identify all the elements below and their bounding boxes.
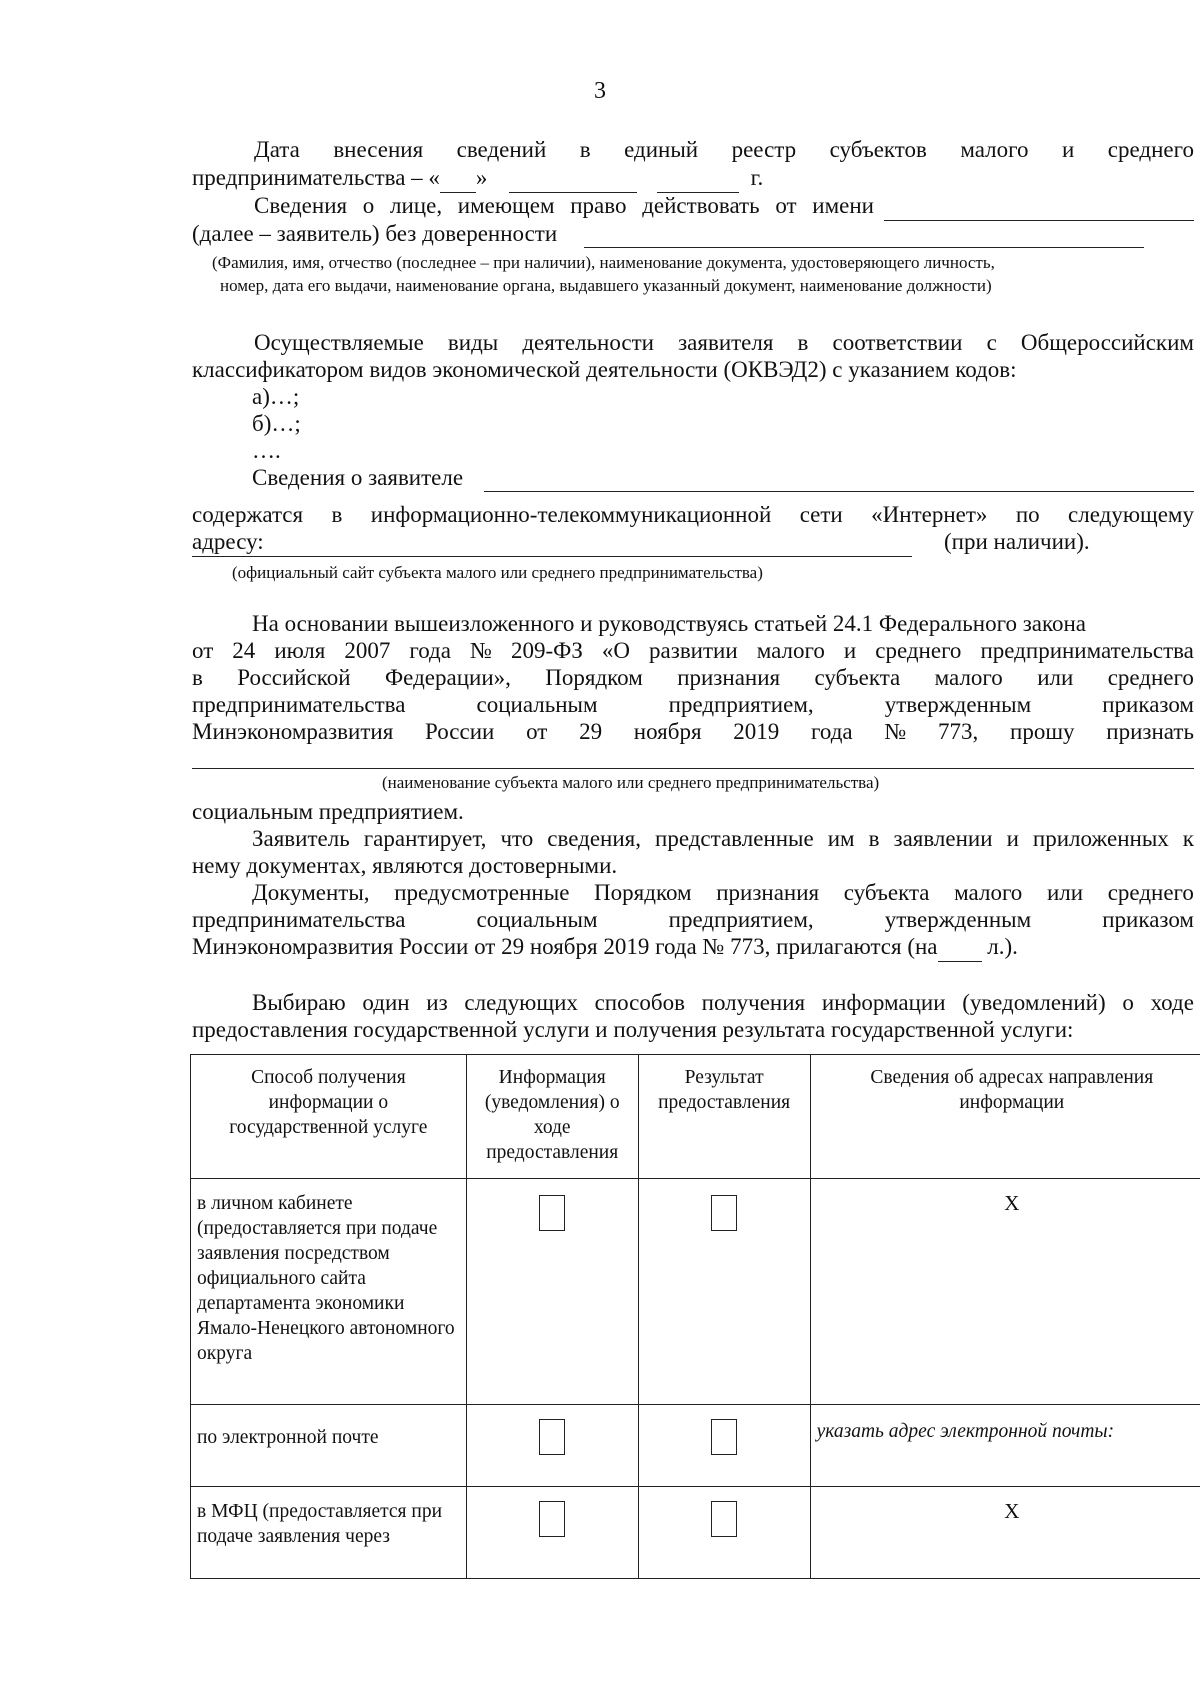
table-row <box>191 1179 1200 1405</box>
word: июля <box>274 638 326 663</box>
activity-item-b: б)…; <box>252 411 301 436</box>
guarantee-line2: нему документах, являются достоверными. <box>192 853 618 878</box>
word: признания <box>716 880 820 905</box>
address-email[interactable]: указать адрес электронной почты: <box>810 1405 1200 1487</box>
applicant-note-line2: номер, дата его выдачи, наименование органа, выдавшего указанный документ, наименование должности) <box>220 276 992 295</box>
word: 24 <box>232 638 256 663</box>
word: действовать <box>642 193 760 218</box>
date-entry-line1 <box>254 136 1194 164</box>
word: Заявитель <box>252 826 350 851</box>
word: и <box>1006 826 1019 851</box>
word: им <box>827 826 855 851</box>
request-line1: На основании вышеизложенного и руководствуясь статьей 24.1 Федерального закона <box>252 611 1087 636</box>
word: малого <box>960 137 1029 162</box>
word: 209-ФЗ <box>510 638 583 663</box>
word: в <box>797 330 809 355</box>
word: России <box>425 719 495 744</box>
month-blank[interactable] <box>509 164 637 193</box>
word: субъекта <box>843 880 930 905</box>
word: в <box>192 665 203 690</box>
word: гарантирует, <box>363 826 487 851</box>
word: единый <box>624 137 699 162</box>
word: по <box>1015 502 1040 527</box>
word: виды <box>447 330 499 355</box>
date-entry-text: предпринимательства – « <box>192 165 440 190</box>
request-line2 <box>192 637 1194 665</box>
word: ходе <box>1150 990 1194 1015</box>
method-email: по электронной почте <box>191 1405 467 1487</box>
year-suffix: г. <box>750 165 764 190</box>
internet-line2 <box>192 501 1194 529</box>
word: субъекта <box>814 665 901 690</box>
word: предпринимательства <box>192 907 406 932</box>
word: Выбираю <box>252 990 346 1015</box>
progress-cell <box>466 1405 638 1487</box>
request-line4 <box>192 691 1194 719</box>
documents-line2 <box>192 906 1194 934</box>
word: о <box>362 193 375 218</box>
word: информационно-телекоммуникационной <box>370 502 772 527</box>
word: информации <box>821 990 946 1015</box>
word: предпринимательства <box>192 692 406 717</box>
activities-line1 <box>254 329 1194 357</box>
word: Осуществляемые <box>254 330 424 355</box>
word: среднего <box>875 638 962 663</box>
word: сведения, <box>547 826 641 851</box>
word: приказом <box>1102 907 1194 932</box>
word: 2019 <box>733 719 780 744</box>
word: сети <box>799 502 843 527</box>
subject-name-note: (наименование субъекта малого или среднего предпринимательства) <box>382 773 880 792</box>
word: деятельности <box>522 330 654 355</box>
word: заявлении <box>893 826 993 851</box>
address-if-any: (при наличии). <box>944 529 1090 554</box>
notification-methods-table <box>190 1054 1200 1579</box>
word: признания <box>677 665 781 690</box>
word: года <box>409 638 451 663</box>
progress-cell <box>466 1179 638 1405</box>
word: Документы, <box>252 880 370 905</box>
year-blank[interactable] <box>657 164 739 193</box>
word: предприятием, <box>668 692 814 717</box>
table-row <box>191 1405 1200 1487</box>
table-row <box>191 1487 1200 1579</box>
word: малого <box>756 638 825 663</box>
word: и <box>843 638 857 663</box>
word: от <box>526 719 548 744</box>
word: от <box>775 193 797 218</box>
progress-cell <box>466 1487 638 1579</box>
word: содержатся <box>192 502 304 527</box>
request-line3 <box>192 664 1194 692</box>
header-result: Результат предоставления <box>638 1055 810 1179</box>
address-blank[interactable] <box>192 556 912 557</box>
word: от <box>192 638 214 663</box>
word: в <box>868 826 880 851</box>
word: сведений <box>456 137 547 162</box>
word: утвержденным <box>884 692 1032 717</box>
word: следующих <box>464 990 578 1015</box>
word: способов <box>594 990 685 1015</box>
word: к <box>1182 826 1194 851</box>
method-personal-account: в личном кабинете (предоставляется при подаче заявления посредством официального сайта департамента экономики Ямало-Ненецкого автономного округа <box>191 1179 467 1405</box>
word: реестр <box>731 137 797 162</box>
word: признать <box>1106 719 1194 744</box>
word: среднего <box>1107 665 1194 690</box>
date-entry-line2 <box>192 164 763 193</box>
word: предпринимательства <box>980 638 1194 663</box>
date-entry-close-quote: » <box>475 165 488 190</box>
progress-checkbox-mfc[interactable] <box>539 1501 565 1537</box>
word: (уведомлений) <box>962 990 1106 1015</box>
word: № <box>470 638 492 663</box>
header-addresses: Сведения об адресах направления информации <box>810 1055 1200 1179</box>
activity-item-a: а)…; <box>252 384 300 409</box>
word: прошу <box>1010 719 1075 744</box>
result-checkbox-email[interactable] <box>711 1419 737 1455</box>
word: соответствии <box>832 330 963 355</box>
word: среднего <box>1107 880 1194 905</box>
word: Федерации», <box>385 665 511 690</box>
result-cell <box>638 1487 810 1579</box>
page-number: 3 <box>594 78 606 104</box>
applicant-person-line2: (далее – заявитель) без доверенности <box>192 221 558 246</box>
activities-line2: классификатором видов экономической деятельности (ОКВЭД2) с указанием кодов: <box>192 357 1017 382</box>
word: Порядком <box>594 880 692 905</box>
word: № <box>884 719 907 744</box>
word: развитии <box>649 638 738 663</box>
applicant-note-line1: (Фамилия, имя, отчество (последнее – при наличии), наименование документа, удостоверяющего личность, <box>212 253 995 272</box>
choice-line2: предоставления государственной услуги и получения результата государственной услуги: <box>192 1017 1074 1042</box>
result-cell <box>638 1179 810 1405</box>
word: утвержденным <box>884 907 1032 932</box>
header-method: Способ получения информации о государственной услуге <box>191 1055 467 1179</box>
method-mfc: в МФЦ (предоставляется при подаче заявления через <box>191 1487 467 1579</box>
word: приказом <box>1102 692 1194 717</box>
word: внесения <box>333 137 424 162</box>
word: предусмотренные <box>394 880 570 905</box>
word: социальным <box>476 692 598 717</box>
result-checkbox-mfc[interactable] <box>711 1501 737 1537</box>
word: субъектов <box>829 137 927 162</box>
word: в <box>579 137 591 162</box>
result-checkbox-personal-account[interactable] <box>711 1195 737 1231</box>
day-blank[interactable] <box>440 164 476 193</box>
documents-line3-text: Минэкономразвития России от 29 ноября 2019 года № 773, прилагаются (на <box>192 934 938 959</box>
word: малого <box>954 880 1023 905</box>
on-behalf-of-blank[interactable] <box>884 220 1194 221</box>
documents-line1 <box>252 879 1194 907</box>
word: о <box>1122 990 1134 1015</box>
word: что <box>500 826 534 851</box>
word: Общероссийским <box>1020 330 1194 355</box>
word: 2007 <box>344 638 391 663</box>
address-personal-account: Х <box>810 1179 1200 1405</box>
word: социальным <box>476 907 598 932</box>
word: Дата <box>254 137 300 162</box>
word: предприятием, <box>668 907 814 932</box>
word: или <box>1046 880 1084 905</box>
word: представленные <box>655 826 814 851</box>
sheets-count-blank[interactable] <box>938 933 982 962</box>
word: и <box>1062 137 1075 162</box>
word: Минэкономразвития <box>192 719 394 744</box>
word: «Интернет» <box>871 502 988 527</box>
progress-checkbox-email[interactable] <box>539 1419 565 1455</box>
word: в <box>331 502 343 527</box>
word: 773, <box>938 719 979 744</box>
applicant-details-blank[interactable] <box>584 247 1144 248</box>
word: заявителя <box>678 330 774 355</box>
result-cell <box>638 1405 810 1487</box>
applicant-person-line1 <box>254 192 874 220</box>
progress-checkbox-personal-account[interactable] <box>539 1195 565 1231</box>
word: Порядком <box>545 665 643 690</box>
documents-line3 <box>192 933 1018 962</box>
word: лице, <box>390 193 443 218</box>
word: года <box>811 719 853 744</box>
word: «О <box>601 638 630 663</box>
word: следующему <box>1068 502 1194 527</box>
internet-note: (официальный сайт субъекта малого или среднего предпринимательства) <box>232 563 763 582</box>
word: ноября <box>633 719 702 744</box>
subject-name-blank[interactable] <box>192 768 1194 769</box>
word: Российской <box>237 665 351 690</box>
address-label: адресу: <box>192 529 264 554</box>
word: среднего <box>1107 137 1194 162</box>
word: имени <box>812 193 874 218</box>
request-line6: социальным предприятием. <box>192 799 464 824</box>
header-progress-info: Информация (уведомления) о ходе предоставления <box>466 1055 638 1179</box>
word: 29 <box>579 719 603 744</box>
internet-label: Сведения о заявителе <box>252 465 464 490</box>
word: приложенных <box>1032 826 1169 851</box>
documents-line3-end: л.). <box>987 934 1018 959</box>
word: или <box>1037 665 1074 690</box>
request-line5 <box>192 718 1194 746</box>
address-mfc: Х <box>810 1487 1200 1579</box>
word: один <box>362 990 410 1015</box>
word: Сведения <box>254 193 348 218</box>
guarantee-line1 <box>252 825 1194 853</box>
word: малого <box>934 665 1003 690</box>
activity-item-more: …. <box>252 438 281 463</box>
word: из <box>426 990 448 1015</box>
choice-line1 <box>252 989 1194 1017</box>
word: с <box>986 330 997 355</box>
word: имеющем <box>457 193 555 218</box>
table-header-row <box>191 1055 1200 1179</box>
word: получения <box>701 990 806 1015</box>
internet-info-blank[interactable] <box>484 491 1194 492</box>
word: право <box>570 193 627 218</box>
